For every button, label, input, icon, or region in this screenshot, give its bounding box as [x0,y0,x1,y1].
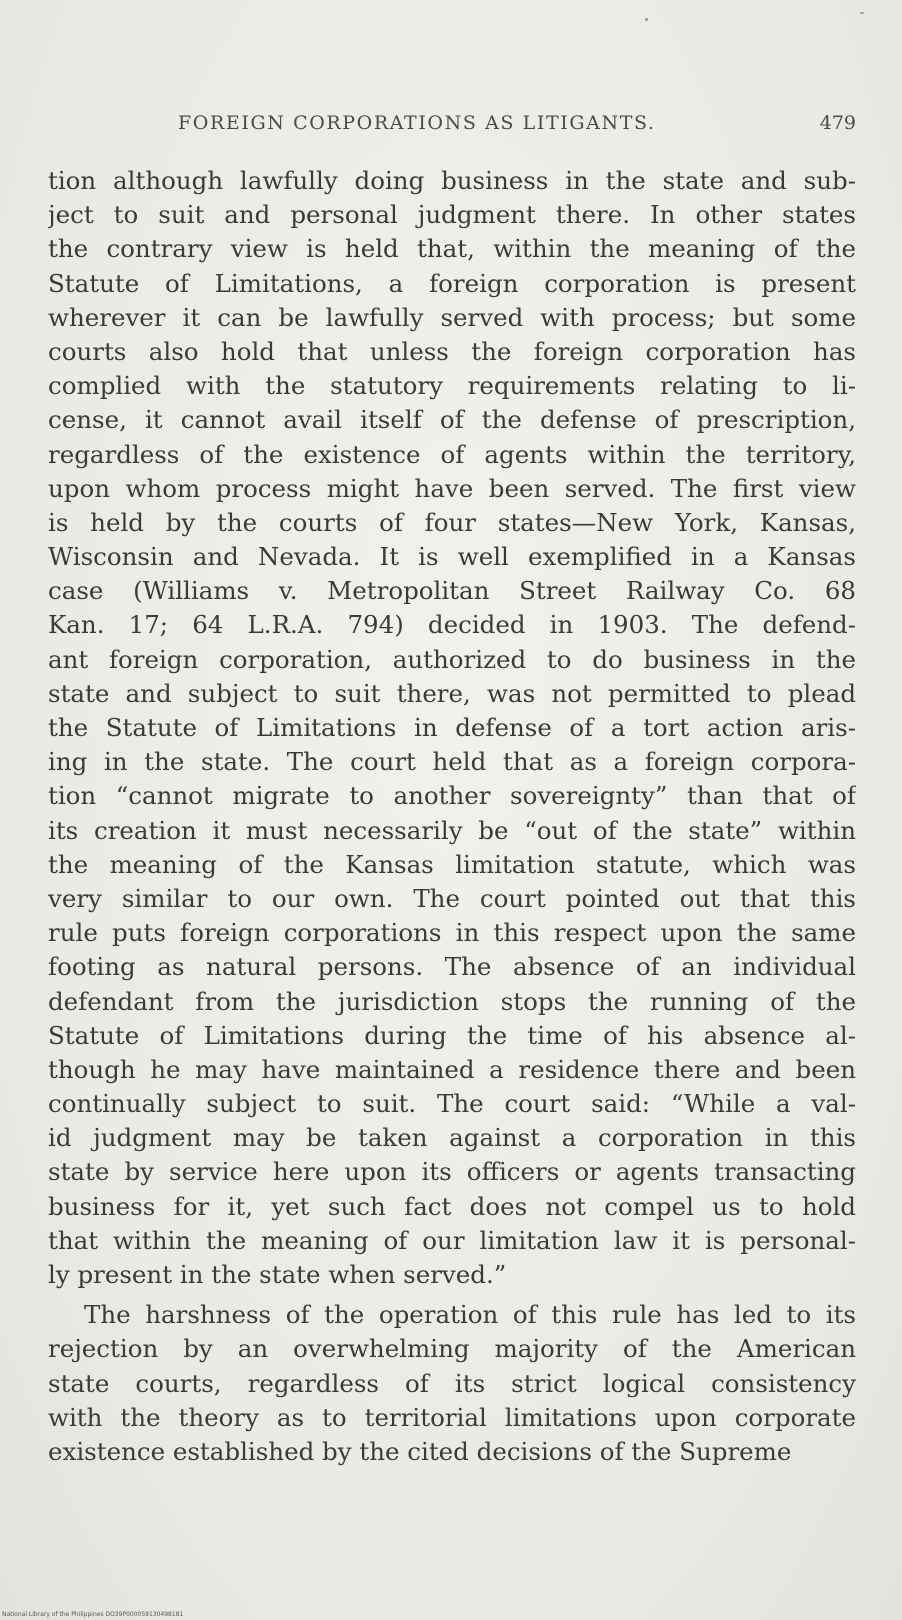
text-line: its creation it must necessarily be “out of the state” within [48,815,856,845]
page-header [48,112,856,148]
body-text [48,164,856,1469]
text-line: that within the meaning of our limitation law it is personal- [48,1225,856,1255]
paragraph [48,1298,856,1469]
text-line: continually subject to suit. The court said: “While a val- [48,1089,856,1119]
scan-speck [645,18,648,21]
text-line: with the theory as to territorial limitations upon corporate [48,1402,856,1432]
text-line: state by service here upon its officers or agents transacting [48,1157,856,1187]
text-line: footing as natural persons. The absence of an individual [48,952,856,982]
text-line: rejection by an overwhelming majority of the American [48,1334,856,1364]
text-line: complied with the statutory requirements relating to li- [48,371,856,401]
text-line: ing in the state. The court held that as a foreign corpora- [48,747,856,777]
text-line: existence established by the cited decisions of the Supreme [48,1436,792,1466]
text-line: Statute of Limitations, a foreign corporation is present [48,268,856,298]
text-line: very similar to our own. The court pointed out that this [48,883,856,913]
text-line: wherever it can be lawfully served with process; but some [48,302,856,332]
text-line: Statute of Limitations during the time of his absence al- [48,1020,856,1050]
text-line: Kan. 17; 64 L.R.A. 794) decided in 1903. The defend- [48,610,856,640]
text-line: tion “cannot migrate to another sovereignty” than that of [48,781,856,811]
text-line: the contrary view is held that, within the meaning of the [48,234,856,264]
text-line: upon whom process might have been served. The first view [48,473,856,503]
page-number: 479 [819,112,856,134]
text-line: ject to suit and personal judgment there. In other states [48,200,856,230]
text-line: the Statute of Limitations in defense of a tort action aris- [48,713,856,742]
text-line: cense, it cannot avail itself of the defense of prescription, [48,405,856,435]
text-line: tion although lawfully doing business in the state and sub- [48,166,856,195]
text-line: ly present in the state when served.” [48,1260,507,1289]
text-line: id judgment may be taken against a corporation in this [48,1123,856,1153]
paragraph [48,164,856,1292]
text-line: defendant from the jurisdiction stops the running of the [48,986,856,1016]
text-line: state courts, regardless of its strict logical consistency [48,1368,856,1398]
text-line: rule puts foreign corporations in this respect upon the same [48,918,856,948]
text-line: regardless of the existence of agents within the territory, [48,439,856,469]
text-line: though he may have maintained a residence there and been [48,1054,856,1084]
scan-footer: National Library of the Philippines DO39P000059130498181 [2,1611,184,1618]
text-line: ant foreign corporation, authorized to do business in the [48,644,856,674]
text-line: The harshness of the operation of this rule has led to its [84,1300,856,1330]
text-line: business for it, yet such fact does not compel us to hold [48,1191,856,1221]
text-line: state and subject to suit there, was not permitted to plead [48,678,856,708]
text-line: case (Williams v. Metropolitan Street Railway Co. 68 [48,576,856,606]
scan-speck [860,12,864,14]
running-title: FOREIGN CORPORATIONS AS LITIGANTS. [178,112,656,134]
text-line: the meaning of the Kansas limitation statute, which was [48,849,856,879]
text-line: Wisconsin and Nevada. It is well exemplified in a Kansas [48,542,856,572]
text-line: is held by the courts of four states—New York, Kansas, [48,507,856,537]
text-line: courts also hold that unless the foreign corporation has [48,336,856,366]
